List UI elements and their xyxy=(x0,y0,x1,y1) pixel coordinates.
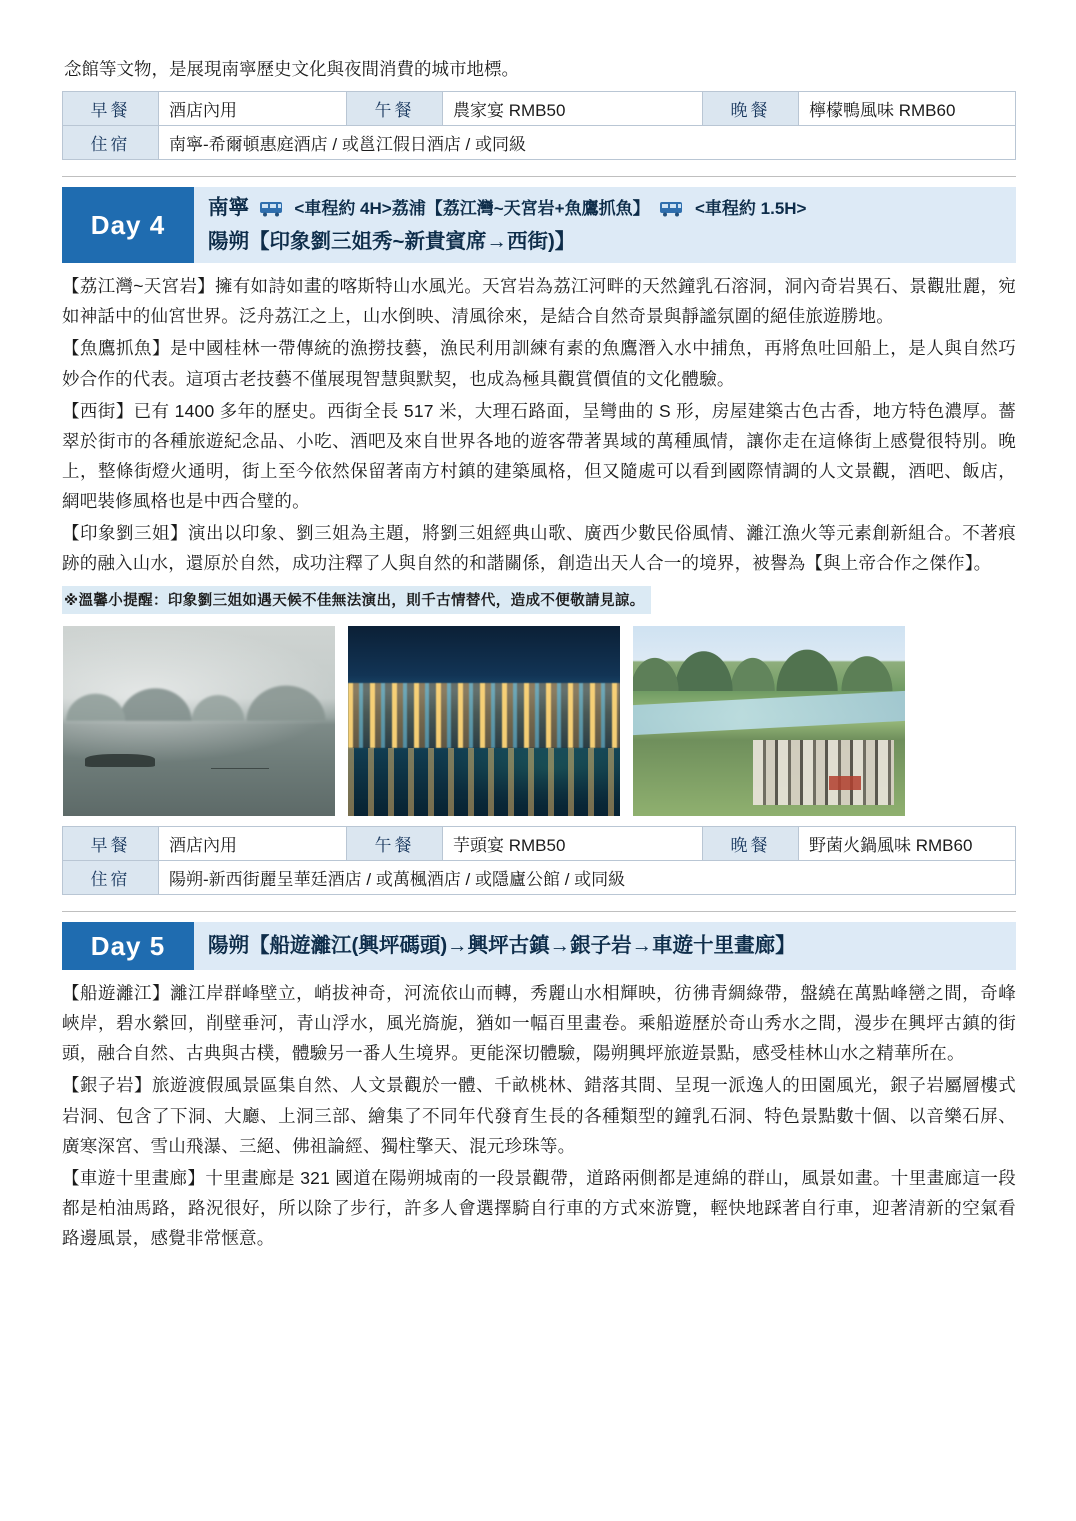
table-row xyxy=(63,91,1016,125)
day4-photo-strip xyxy=(62,626,1016,816)
table-row xyxy=(63,861,1016,895)
day4-note: ※溫馨小提醒：印象劉三姐如遇天候不佳無法演出，則千古情替代，造成不便敬請見諒。 xyxy=(62,586,651,614)
day4-title xyxy=(194,187,1016,264)
day5-paragraph-2: 【銀子岩】旅遊渡假風景區集自然、人文景觀於一體、千畝桃林、錯落其間、呈現一派逸人的田園風光，銀子岩屬層樓式岩洞、包含了下洞、大廳、上洞三部、繪集了不同年代發育生長的各種類型的鐘乳石洞、特色景點數十個、以音樂石屏、廣寒深宮、雪山飛瀑、三絕、佛祖論經、獨柱擎天、混元珍珠等。 xyxy=(62,1075,1016,1156)
lunch-value: 芋頭宴 RMB50 xyxy=(443,827,703,861)
breakfast-value: 酒店內用 xyxy=(159,827,347,861)
west-street-night-photo xyxy=(348,626,620,816)
day4-title-part-c: <車程約 1.5H> xyxy=(694,198,807,218)
day4-paragraph-1: 【荔江灣~天宮岩】擁有如詩如畫的喀斯特山水風光。天宮岩為荔江河畔的天然鐘乳石溶洞，洞內奇岩異石、景觀壯麗，宛如神話中的仙宮世界。泛舟荔江之上，山水倒映、清風徐來，是結合自然奇景與靜謐氛圍的絕佳旅遊勝地。 xyxy=(62,276,1016,327)
divider xyxy=(62,176,1016,177)
breakfast-value: 酒店內用 xyxy=(159,91,347,125)
lunch-value: 農家宴 RMB50 xyxy=(443,91,703,125)
day5-badge: Day 5 xyxy=(62,922,194,970)
table-row xyxy=(63,125,1016,159)
misty-karst-lake-photo xyxy=(63,626,335,816)
bus-icon xyxy=(659,196,685,227)
day5-header xyxy=(62,922,1016,970)
dinner-value: 檸檬鴨風味 RMB60 xyxy=(799,91,1016,125)
hotel-label: 住宿 xyxy=(63,861,159,895)
day5-title xyxy=(194,922,1016,970)
li-river-village-photo xyxy=(633,626,905,816)
meal-table-day3 xyxy=(62,91,1016,160)
day5-paragraph-1: 【船遊灕江】灕江岸群峰壁立，峭拔神奇，河流依山而轉，秀麗山水相輝映，彷彿青綢綠帶，盤繞在萬點峰巒之間，奇峰峽岸，碧水縈回，削壁垂河，青山浮水，風光旖旎，猶如一幅百里畫卷。乘船遊歷於奇山秀水之間，漫步在興坪古鎮的街頭，融合自然、古典與古樸，體驗另一番人生境界。更能深切體驗，陽朔興坪旅遊景點，感受桂林山水之精華所在。 xyxy=(62,983,1016,1064)
dinner-label: 晚餐 xyxy=(703,91,799,125)
lunch-label: 午餐 xyxy=(347,91,443,125)
day5-paragraph-3: 【車遊十里畫廊】十里畫廊是 321 國道在陽朔城南的一段景觀帶，道路兩側都是連綿的群山，風景如畫。十里畫廊這一段都是柏油馬路，路況很好，所以除了步行，許多人會選擇騎自行車的方式來游覽，輕快地踩著自行車，迎著清新的空氣看路邊風景，感覺非常惬意。 xyxy=(62,1167,1016,1248)
red-roof-detail xyxy=(829,776,862,789)
dinner-label: 晚餐 xyxy=(703,827,799,861)
day4-title-line2: 陽朔【印象劉三姐秀~新貴賓席→西街)】 xyxy=(208,229,576,253)
breakfast-label: 早餐 xyxy=(63,827,159,861)
day4-title-part-a: 南寧 xyxy=(208,195,249,219)
village-houses-detail xyxy=(753,740,894,805)
hotel-value: 南寧-希爾頓惠庭酒店 / 或邕江假日酒店 / 或同級 xyxy=(159,125,1016,159)
divider xyxy=(62,911,1016,912)
day4-paragraph-2: 【魚鷹抓魚】是中國桂林一帶傳統的漁撈技藝，漁民利用訓練有素的魚鷹潛入水中捕魚，再將魚吐回船上，是人與自然巧妙合作的代表。這項古老技藝不僅展現智慧與默契，也成為極具觀賞價值的文化體驗。 xyxy=(62,338,1016,389)
day4-title-part-b: <車程約 4H>荔浦【荔江灣~天宮岩+魚鷹抓魚】 xyxy=(294,198,650,218)
lunch-label: 午餐 xyxy=(347,827,443,861)
hotel-value: 陽朔-新西街麗呈華廷酒店 / 或萬楓酒店 / 或隱廬公館 / 或同級 xyxy=(159,861,1016,895)
hotel-label: 住宿 xyxy=(63,125,159,159)
meal-table-day4 xyxy=(62,826,1016,895)
day4-paragraph-3: 【西街】已有 1400 多年的歷史。西街全長 517 米，大理石路面，呈彎曲的 S 形，房屋建築古色古香，地方特色濃厚。薔翠於街市的各種旅遊紀念品、小吃、酒吧及來自世界各地的遊客帶著異域的萬種風情，讓你走在這條街上感覺很特別。晚上，整條街燈火通明，街上至今依然保留著南方村鎮的建築風格，但又隨處可以看到國際情調的人文景觀，酒吧、飯店，網吧裝修風格也是中西合璧的。 xyxy=(62,400,1016,511)
day4-paragraph-4: 【印象劉三姐】演出以印象、劉三姐為主題，將劉三姐經典山歌、廣西少數民俗風情、灕江漁火等元素創新組合。不著痕跡的融入山水，還原於自然，成功注釋了人與自然的和諧關係，創造出天人合一的境界，被譽為【與上帝合作之傑作】。 xyxy=(62,523,1016,574)
breakfast-label: 早餐 xyxy=(63,91,159,125)
day5-title-text: 陽朔【船遊灕江(興坪碼頭)→興坪古鎮→銀子岩→車遊十里畫廊】 xyxy=(208,933,796,957)
dinner-value: 野菌火鍋風味 RMB60 xyxy=(799,827,1016,861)
bus-icon xyxy=(259,196,285,227)
day4-badge: Day 4 xyxy=(62,187,194,264)
table-row xyxy=(63,827,1016,861)
day4-header xyxy=(62,187,1016,264)
top-paragraph: 念館等文物，是展現南寧歷史文化與夜間消費的城市地標。 xyxy=(64,59,519,79)
